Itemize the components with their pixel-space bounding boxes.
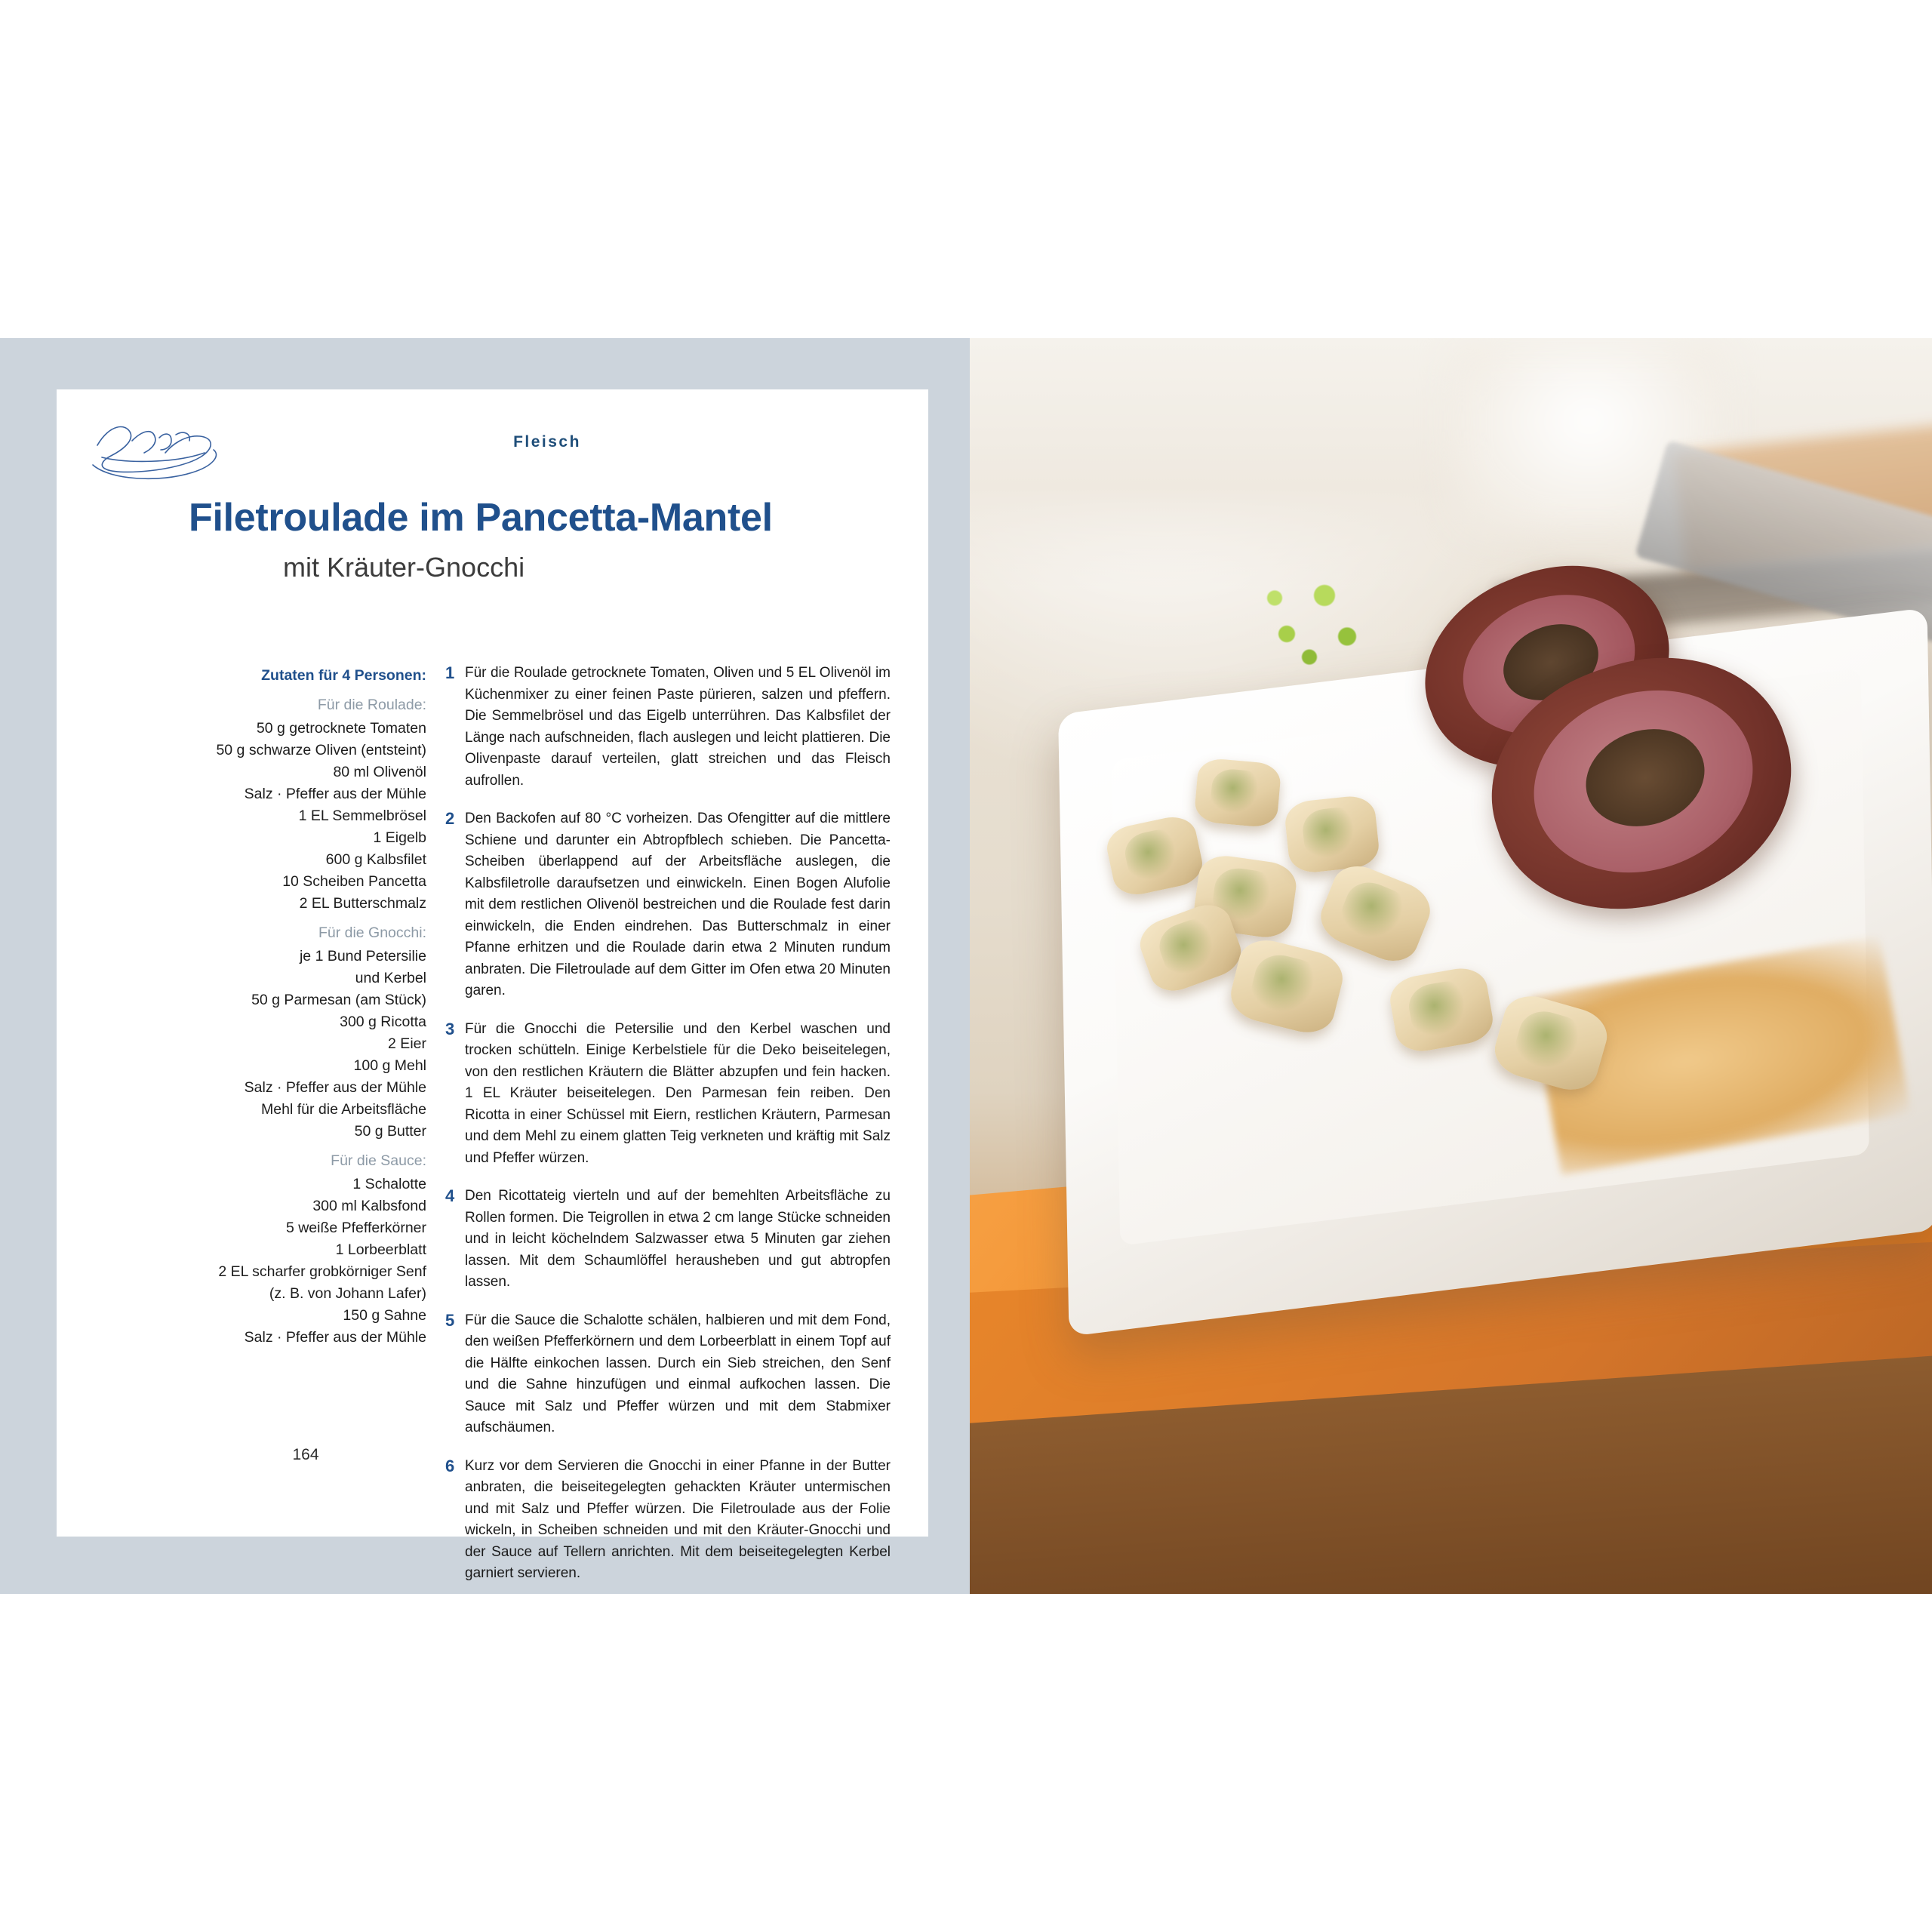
ingredient-item: 5 weiße Pfefferkörner [285,1220,426,1236]
ingredient-item: 1 Lorbeerblatt [335,1241,426,1258]
ingredient-item: 300 g Ricotta [340,1014,426,1030]
ingredient-item: 2 EL Butterschmalz [299,895,426,912]
step-text: Für die Gnocchi die Petersilie und den Kerbel waschen und trocken schütteln. Einige Kerbelstiele für die Deko beiseitelegen, von den restlichen Kräutern die Blätter abzupfen und fein hacken. 1 EL Kräuter beiseitelegen. Den Parmesan fein reiben. Den Ricotta in einer Schüssel mit Eiern, restlichen Kräutern, Parmesan und dem Mehl zu einem glatten Teig verkneten und kräftig mit Salz und Pfeffer würzen. [465,1020,891,1166]
recipe-page [57,389,928,1581]
ingredient-item: 300 ml Kalbsfond [312,1198,426,1214]
ingredient-item: Salz · Pfeffer aus der Mühle [244,1329,426,1346]
signature-mark [87,411,245,482]
step-item [445,663,891,792]
ingredient-item: 2 EL scharfer grobkörniger Senf [218,1263,426,1280]
step-text: Für die Roulade getrocknete Tomaten, Oliven und 5 EL Olivenöl im Küchenmixer zu einer feinen Paste pürieren, salzen und pfeffern. Die Semmelbrösel und das Eigelb unterrühren. Das Kalbsfilet der Länge nach aufschneiden, flach auslegen und leicht plattieren. Die Olivenpaste darauf verteilen, glatt streichen und das Fleisch aufrollen. [465,665,891,789]
ingredient-item: 50 g Parmesan (am Stück) [251,992,426,1008]
recipe-photo [970,338,1932,1594]
step-item [445,1310,891,1439]
ingredient-item: 100 g Mehl [353,1057,426,1074]
step-number: 3 [445,1019,455,1038]
chapter-tab-label: Fleisch [513,432,581,451]
ingredients-list [102,665,426,1349]
chapter-tab [475,406,619,478]
ingredient-item: Salz · Pfeffer aus der Mühle [244,1079,426,1096]
ingredient-item: 50 g getrocknete Tomaten [256,720,426,737]
photo-herb-garnish [1241,557,1392,685]
ingredient-item: 10 Scheiben Pancetta [282,873,426,890]
step-item [445,1186,891,1294]
step-item [445,1019,891,1170]
step-item [445,1456,891,1585]
ingredients-group-label: Für die Sauce: [331,1152,426,1169]
ingredient-item: 50 g Butter [354,1123,426,1140]
ingredient-item: 1 Schalotte [352,1176,426,1192]
photo-gnocchi [1194,757,1282,828]
step-number: 4 [445,1186,455,1205]
ingredient-item: 600 g Kalbsfilet [325,851,426,868]
ingredient-item: 1 EL Semmelbrösel [298,808,426,824]
step-number: 5 [445,1310,455,1330]
book-spread [0,338,1932,1594]
ingredient-item: 150 g Sahne [343,1307,426,1324]
recipe-subtitle: mit Kräuter-Gnocchi [283,552,525,583]
step-number: 1 [445,663,455,682]
step-text: Kurz vor dem Servieren die Gnocchi in einer Pfanne in der Butter anbraten, die beiseitegelegten gehackten Kräuter untermischen und mit Salz und Pfeffer würzen. Die Filetroulade aus der Folie wickeln, in Scheiben schneiden und mit den Kräuter-Gnocchi und der Sauce auf Tellern anrichten. Mit dem beiseitegelegten Kerbel garniert servieren. [465,1457,891,1581]
step-text: Den Backofen auf 80 °C vorheizen. Das Ofengitter auf die mittlere Schiene und darunter ein Abtropfblech schieben. Die Pancetta-Scheiben überlappend auf der Arbeitsfläche auslegen, die Kalbsfiletrolle daraufsetzen und einwickeln. Einen Bogen Alufolie mit dem restlichen Olivenöl bestreichen und die Roulade fest darin einwickeln, die Enden eindrehen. Das Butterschmalz in einer Pfanne erhitzen und die Roulade darin etwa 2 Minuten rundum anbraten. Die Filetroulade auf dem Gitter im Ofen etwa 20 Minuten garen. [465,811,891,998]
step-text: Für die Sauce die Schalotte schälen, halbieren und mit dem Fond, den weißen Pfefferkörnern und dem Lorbeerblatt in einem Topf auf die Hälfte einkochen lassen. Durch ein Sieb streichen, den Senf und die Sahne hinzufügen und einmal aufkochen lassen. Die Sauce mit Salz und Pfeffer würzen und mit dem Stabmixer aufschäumen. [465,1312,891,1435]
ingredient-item: 2 Eier [388,1035,426,1052]
step-number: 2 [445,809,455,828]
ingredient-item: Mehl für die Arbeitsfläche [261,1101,426,1118]
ingredients-heading: Zutaten für 4 Personen: [261,667,426,684]
ingredient-item: und Kerbel [355,970,426,986]
ingredient-item: je 1 Bund Petersilie [299,948,426,964]
ingredients-group-label: Für die Gnocchi: [318,924,426,941]
ingredient-item: 1 Eigelb [373,829,426,846]
ingredient-item: (z. B. von Johann Lafer) [269,1285,426,1302]
photo-gnocchi [1283,794,1380,875]
page-number: 164 [292,1446,319,1463]
step-item [445,808,891,1002]
ingredient-item: 50 g schwarze Oliven (entsteint) [216,742,426,758]
step-number: 6 [445,1456,455,1475]
recipe-title: Filetroulade im Pancetta-Mantel [189,496,773,540]
ingredients-group-label: Für die Roulade: [317,697,426,713]
step-text: Den Ricottateig vierteln und auf der bemehlten Arbeitsfläche zu Rollen formen. Die Teigrollen in etwa 2 cm lange Stücke schneiden und in leicht köchelndem Salzwasser etwa 5 Minuten gar ziehen lassen. Mit dem Schaumlöffel herausheben und gut abtropfen lassen. [465,1188,891,1290]
ingredient-item: Salz · Pfeffer aus der Mühle [244,786,426,802]
ingredient-item: 80 ml Olivenöl [333,764,426,780]
